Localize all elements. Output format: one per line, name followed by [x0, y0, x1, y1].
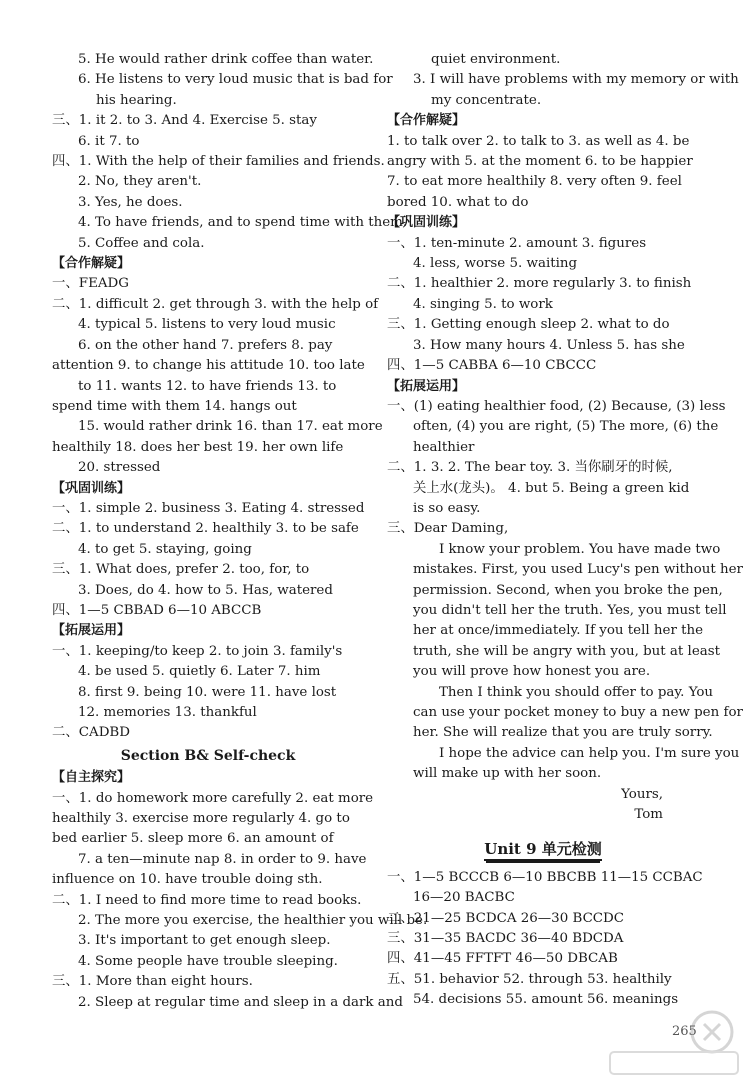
answer-line: 二、1. 3. 2. The bear toy. 3. 当你刷牙的时候,	[387, 460, 673, 476]
answer-line: 54. decisions 55. amount 56. meanings	[413, 992, 679, 1008]
answer-line: 3. How many hours 4. Unless 5. has she	[413, 337, 685, 353]
answer-line: 5. He would rather drink coffee than water.	[78, 52, 374, 67]
section-heading: 【巩固训练】	[52, 480, 131, 496]
answer-line: bed earlier 5. sleep more 6. an amount of	[52, 831, 334, 847]
answer-line: angry with 5. at the moment 6. to be happier	[387, 154, 693, 170]
answer-line: 6. on the other hand 7. prefers 8. pay	[78, 337, 333, 353]
answer-line: permission. Second, when you broke the pen,	[413, 582, 723, 598]
answer-line: 2. The more you exercise, the healthier you will be.	[78, 913, 428, 929]
answer-line: 二、CADBD	[52, 725, 131, 741]
answer-line: 4. Some people have trouble sleeping.	[78, 953, 338, 969]
left-column	[52, 50, 428, 1013]
answer-line: 五、51. behavior 52. through 53. healthily	[387, 971, 672, 987]
answer-line: 4. to get 5. staying, going	[78, 541, 252, 557]
answer-line: healthier	[413, 439, 475, 455]
section-heading: 【合作解疑】	[387, 113, 466, 129]
answer-line: 一、1. keeping/to keep 2. to join 3. family's	[52, 643, 343, 659]
answer-line: 三、1. More than eight hours.	[52, 974, 253, 990]
section-heading: 【自主探究】	[52, 770, 131, 786]
answer-line: 二、1. difficult 2. get through 3. with the help of	[52, 296, 379, 312]
answer-line: 12. memories 13. thankful	[78, 705, 257, 720]
right-answers	[387, 50, 743, 825]
answer-line: I hope the advice can help you. I'm sure you	[439, 745, 740, 761]
answer-line: 一、FEADG	[52, 276, 129, 292]
right-column	[387, 50, 743, 1011]
answer-line: 6. it 7. to	[78, 133, 140, 149]
answer-line: often, (4) you are right, (5) The more, (6) the	[413, 419, 719, 435]
answer-line: I know your problem. You have made two	[439, 541, 721, 557]
answer-line: 1. to talk over 2. to talk to 3. as well as 4. be	[387, 133, 690, 149]
answer-line: Yours,	[621, 786, 663, 802]
answer-line: healthily 18. does her best 19. her own life	[52, 439, 344, 455]
answer-line: can use your pocket money to buy a new pen for	[413, 705, 743, 720]
answer-line: mistakes. First, you used Lucy's pen without her	[413, 562, 743, 578]
answer-line: 6. He listens to very loud music that is bad for	[78, 72, 393, 88]
answer-line: 3. Yes, he does.	[78, 194, 183, 210]
section-title: Section B& Self-check	[120, 747, 296, 764]
answer-line: 8. first 9. being 10. were 11. have lost	[78, 684, 337, 700]
answer-line: 7. a ten—minute nap 8. in order to 9. have	[78, 851, 367, 867]
answer-line: 二、1. healthier 2. more regularly 3. to finish	[387, 276, 692, 292]
answer-line: 关上水(龙头)。 4. but 5. Being a green kid	[413, 480, 690, 496]
answer-line: her at once/immediately. If you tell her the	[413, 623, 704, 639]
answer-line: 二、1. I need to find more time to read books.	[52, 892, 362, 908]
answer-line: 三、1. Getting enough sleep 2. what to do	[387, 317, 670, 333]
answer-line: 20. stressed	[78, 460, 161, 476]
answer-line: 一、1. simple 2. business 3. Eating 4. stressed	[52, 500, 365, 516]
answer-line: 2. Sleep at regular time and sleep in a dark and	[78, 994, 403, 1010]
answer-line: attention 9. to change his attitude 10. too late	[52, 358, 365, 374]
answer-line: healthily 3. exercise more regularly 4. go to	[52, 811, 350, 827]
answer-line: 3. I will have problems with my memory or with	[413, 72, 739, 88]
answer-line: spend time with them 14. hangs out	[52, 398, 297, 414]
watermark-logo	[604, 1002, 744, 1078]
answer-line: quiet environment.	[431, 52, 561, 67]
answer-line: my concentrate.	[431, 92, 542, 108]
answer-line: 二、1. to understand 2. healthily 3. to be safe	[52, 521, 359, 537]
answer-line: truth, she will be angry with you, but at least	[413, 643, 720, 659]
section-heading: 【拓展运用】	[52, 623, 131, 639]
answer-line: 4. typical 5. listens to very loud music	[78, 317, 336, 333]
answer-line: 三、1. it 2. to 3. And 4. Exercise 5. stay	[52, 113, 317, 129]
answer-line: bored 10. what to do	[387, 194, 529, 210]
answer-line: 16—20 BACBC	[413, 890, 515, 906]
answer-line: 4. be used 5. quietly 6. Later 7. him	[78, 664, 321, 680]
answer-line: 一、1. ten-minute 2. amount 3. figures	[387, 235, 647, 251]
answer-line: 5. Coffee and cola.	[78, 235, 205, 251]
answer-line: 三、31—35 BACDC 36—40 BDCDA	[387, 931, 624, 947]
unit-test-answers	[387, 868, 703, 1011]
answer-line: you will prove how honest you are.	[413, 664, 651, 680]
answer-line: 一、(1) eating healthier food, (2) Because, (3) less	[387, 398, 726, 414]
answer-line: 4. singing 5. to work	[413, 296, 553, 312]
answer-line: 15. would rather drink 16. than 17. eat more	[78, 419, 383, 435]
section-heading: 【巩固训练】	[387, 215, 466, 231]
answer-line: is so easy.	[413, 500, 481, 516]
unit-title: Unit 9 单元检测	[387, 839, 699, 859]
answer-line: Tom	[634, 807, 663, 823]
section-heading: 【拓展运用】	[387, 378, 466, 394]
answer-line: to 11. wants 12. to have friends 13. to	[78, 378, 337, 394]
answer-line: 4. To have friends, and to spend time with them.	[78, 215, 408, 231]
answer-line: 三、1. What does, prefer 2. too, for, to	[52, 562, 310, 578]
answer-line: his hearing.	[96, 92, 177, 108]
answer-line: 四、1. With the help of their families and friends.	[52, 154, 385, 170]
section-heading: 【合作解疑】	[52, 256, 131, 272]
answer-line: 四、1—5 CABBA 6—10 CBCCC	[387, 358, 597, 374]
answer-line: 一、1—5 BCCCB 6—10 BBCBB 11—15 CCBAC	[387, 869, 703, 885]
answer-line: 4. less, worse 5. waiting	[413, 256, 578, 272]
answer-line: you didn't tell her the truth. Yes, you must tell	[413, 602, 727, 618]
answer-line: 3. It's important to get enough sleep.	[78, 933, 331, 949]
answer-line: 一、1. do homework more carefully 2. eat more	[52, 790, 374, 806]
answer-line: her. She will realize that you are truly sorry.	[413, 725, 713, 741]
answer-line: 三、Dear Daming,	[387, 521, 509, 537]
answer-line: 3. Does, do 4. how to 5. Has, watered	[78, 582, 333, 598]
answer-line: 2. No, they aren't.	[78, 174, 202, 190]
answer-line: 四、41—45 FFTFT 46—50 DBCAB	[387, 951, 618, 967]
answer-line: 二、21—25 BCDCA 26—30 BCCDC	[387, 910, 625, 926]
answer-line: 四、1—5 CBBAD 6—10 ABCCB	[52, 602, 262, 618]
answer-line: influence on 10. have trouble doing sth.	[52, 872, 323, 888]
answer-line: Then I think you should offer to pay. You	[439, 684, 714, 700]
answer-line: will make up with her soon.	[413, 766, 602, 782]
answer-line: 7. to eat more healthily 8. very often 9. feel	[387, 174, 682, 190]
page-number: 265	[672, 1024, 697, 1039]
